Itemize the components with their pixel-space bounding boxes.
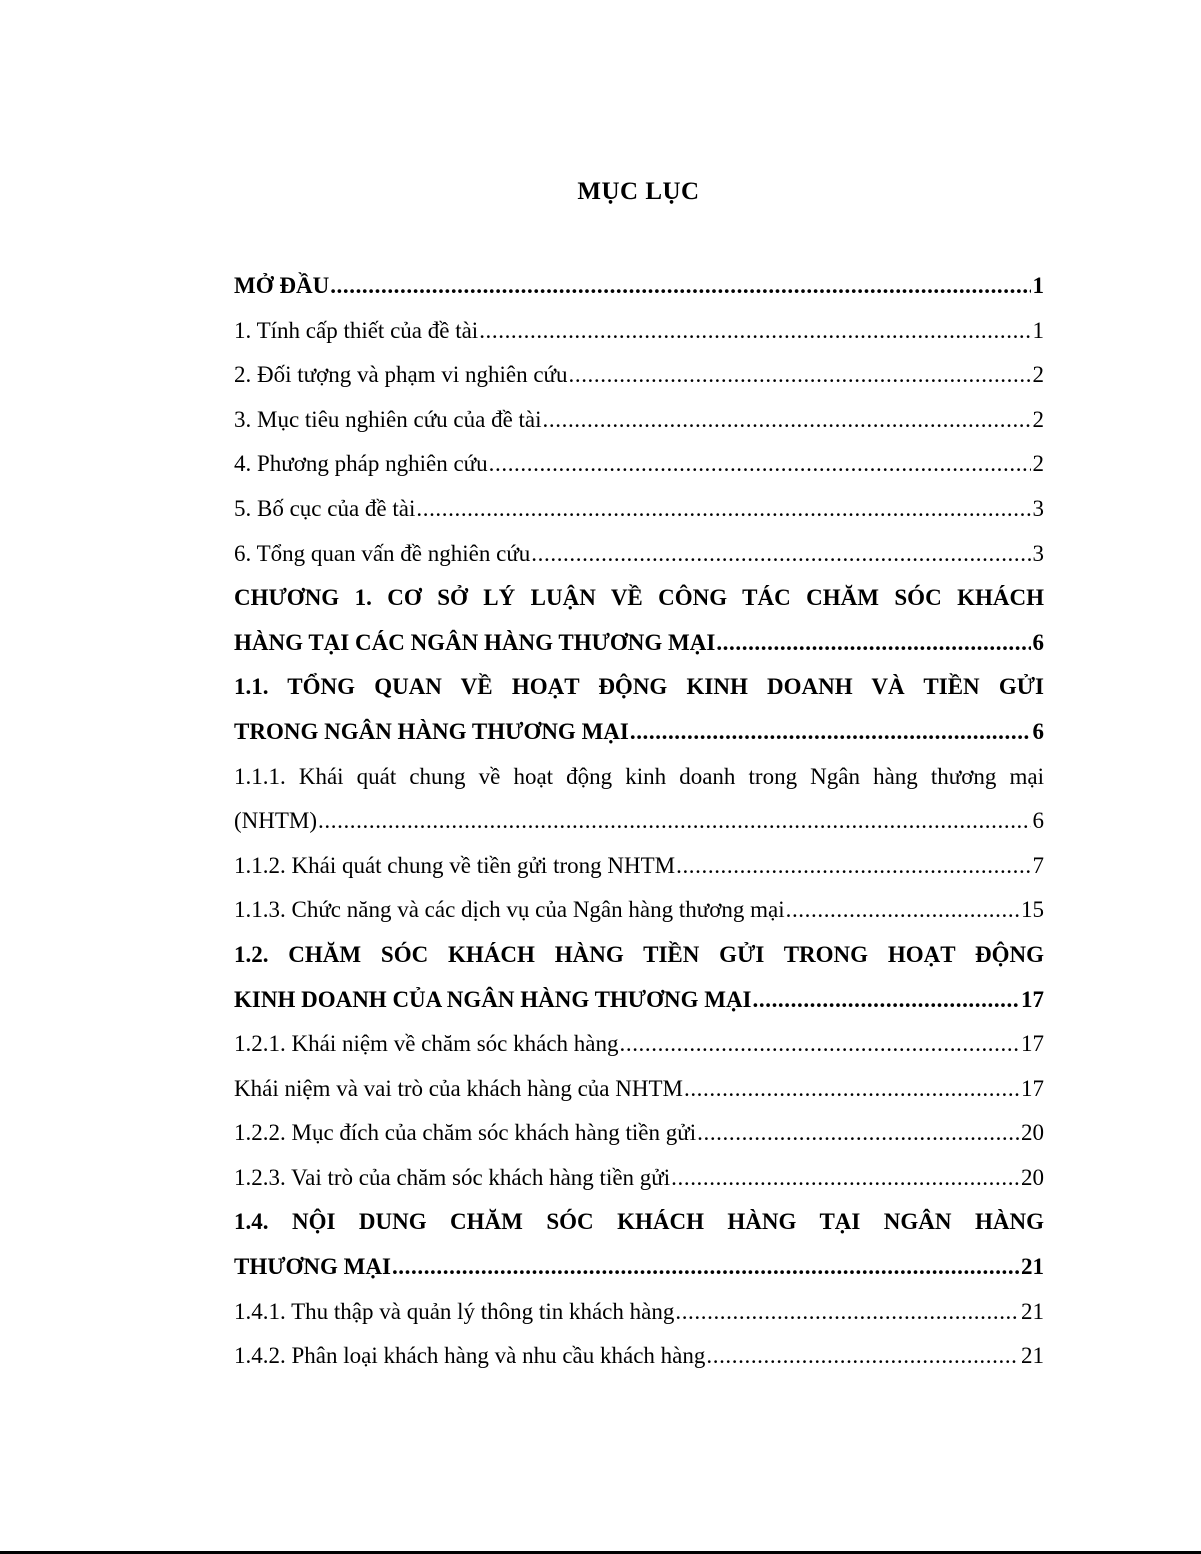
toc-entry-page: 7 <box>1032 852 1044 878</box>
dot-leader <box>706 1334 1019 1379</box>
dot-leader <box>416 487 1030 532</box>
toc-entry-text: MỞ ĐẦU <box>234 273 330 298</box>
toc-entry-text: 3. Mục tiêu nghiên cứu của đề tài <box>234 406 542 432</box>
toc-entry <box>234 1156 1044 1201</box>
dot-leader <box>569 353 1031 398</box>
toc-entry-page: 20 <box>1021 1120 1044 1146</box>
toc-entry-page: 2 <box>1032 362 1044 388</box>
toc-entry-text: 1. Tính cấp thiết của đề tài <box>234 317 479 343</box>
toc-entry <box>234 1245 1044 1290</box>
toc-entry-text: 1.4.1. Thu thập và quản lý thông tin khách hàng <box>234 1298 675 1324</box>
toc-entry <box>234 1022 1044 1067</box>
toc-entry <box>234 799 1044 844</box>
dot-leader <box>543 398 1031 443</box>
toc-entry <box>234 888 1044 933</box>
toc-entry-page: 17 <box>1021 1031 1044 1057</box>
toc-entry: CHƯƠNG 1. CƠ SỞ LÝ LUẬN VỀ CÔNG TÁC CHĂM SÓC KHÁCH <box>234 585 1044 611</box>
toc-entry-page: 21 <box>1021 1343 1044 1369</box>
toc-entry-page: 3 <box>1032 495 1044 521</box>
toc-entry-text: Khái niệm và vai trò của khách hàng của NHTM <box>234 1075 683 1101</box>
dot-leader <box>330 264 1030 309</box>
toc-entry <box>234 309 1044 354</box>
toc-entry-text: 1.4.2. Phân loại khách hàng và nhu cầu khách hàng <box>234 1343 706 1369</box>
toc-entry: 1.1.1. Khái quát chung về hoạt động kinh doanh trong Ngân hàng thương mại <box>234 763 1044 789</box>
toc-entry <box>234 1067 1044 1112</box>
dot-leader <box>716 621 1030 666</box>
dot-leader <box>675 1290 1019 1335</box>
dot-leader <box>671 1156 1019 1201</box>
toc-entry <box>234 442 1044 487</box>
toc-entry-text: KINH DOANH CỦA NGÂN HÀNG THƯƠNG MẠI <box>234 986 752 1012</box>
toc-entry-page: 17 <box>1021 986 1044 1012</box>
toc-entry-page: 1 <box>1032 317 1044 343</box>
toc-entry-page: 1 <box>1032 273 1044 298</box>
toc-entry: 1.4. NỘI DUNG CHĂM SÓC KHÁCH HÀNG TẠI NGÂN HÀNG <box>234 1209 1044 1235</box>
toc-entry-page: 2 <box>1032 406 1044 432</box>
toc-entry-page: 6 <box>1032 808 1044 834</box>
toc-entry-page: 6 <box>1032 629 1044 655</box>
toc-entry <box>234 264 1044 309</box>
toc-entry <box>234 532 1044 577</box>
toc-entry-text: 2. Đối tượng và phạm vi nghiên cứu <box>234 362 568 388</box>
dot-leader <box>531 532 1030 577</box>
toc-entry-text: 4. Phương pháp nghiên cứu <box>234 451 488 477</box>
toc-entry <box>234 1334 1044 1379</box>
dot-leader <box>318 799 1030 844</box>
dot-leader <box>479 309 1030 354</box>
toc-entry-page: 2 <box>1032 451 1044 477</box>
dot-leader <box>620 1022 1020 1067</box>
toc-entry <box>234 621 1044 666</box>
toc-entry <box>234 1290 1044 1335</box>
toc-entry-text: (NHTM) <box>234 808 318 834</box>
dot-leader <box>630 710 1031 755</box>
toc-entry-text: HÀNG TẠI CÁC NGÂN HÀNG THƯƠNG MẠI <box>234 629 716 655</box>
toc-entry-page: 21 <box>1021 1254 1044 1280</box>
toc-entry <box>234 978 1044 1023</box>
toc-entry <box>234 487 1044 532</box>
dot-leader <box>489 442 1031 487</box>
toc-entry-page: 20 <box>1021 1164 1044 1190</box>
toc-entry-text: TRONG NGÂN HÀNG THƯƠNG MẠI <box>234 718 629 744</box>
page-title: MỤC LỤC <box>577 178 700 205</box>
toc-entry-page: 21 <box>1021 1298 1044 1324</box>
dot-leader <box>676 844 1030 889</box>
toc-entry-text: 1.1.2. Khái quát chung về tiền gửi trong NHTM <box>234 852 676 878</box>
toc-entry-page: 6 <box>1032 718 1044 744</box>
dot-leader <box>786 888 1019 933</box>
toc-entry-text: 6. Tổng quan vấn đề nghiên cứu <box>234 540 531 566</box>
table-of-contents <box>234 264 1044 1379</box>
toc-entry: 1.2. CHĂM SÓC KHÁCH HÀNG TIỀN GỬI TRONG HOẠT ĐỘNG <box>234 941 1044 967</box>
toc-entry-text: THƯƠNG MẠI <box>234 1254 391 1280</box>
toc-entry <box>234 844 1044 889</box>
toc-entry-text: 1.2.2. Mục đích của chăm sóc khách hàng tiền gửi <box>234 1120 697 1146</box>
toc-entry <box>234 710 1044 755</box>
dot-leader <box>684 1067 1019 1112</box>
toc-entry: 1.1. TỔNG QUAN VỀ HOẠT ĐỘNG KINH DOANH VÀ TIỀN GỬI <box>234 674 1044 700</box>
toc-entry <box>234 353 1044 398</box>
toc-entry-page: 17 <box>1021 1075 1044 1101</box>
toc-entry <box>234 398 1044 443</box>
toc-entry-text: 5. Bố cục của đề tài <box>234 495 416 521</box>
dot-leader <box>753 978 1019 1023</box>
toc-entry-page: 15 <box>1021 897 1044 923</box>
dot-leader <box>697 1111 1019 1156</box>
toc-entry <box>234 1111 1044 1156</box>
toc-entry-page: 3 <box>1032 540 1044 566</box>
toc-entry-text: 1.2.3. Vai trò của chăm sóc khách hàng tiền gửi <box>234 1164 671 1190</box>
dot-leader <box>392 1245 1019 1290</box>
toc-entry-text: 1.1.3. Chức năng và các dịch vụ của Ngân hàng thương mại <box>234 897 785 923</box>
toc-entry-text: 1.2.1. Khái niệm về chăm sóc khách hàng <box>234 1031 619 1057</box>
